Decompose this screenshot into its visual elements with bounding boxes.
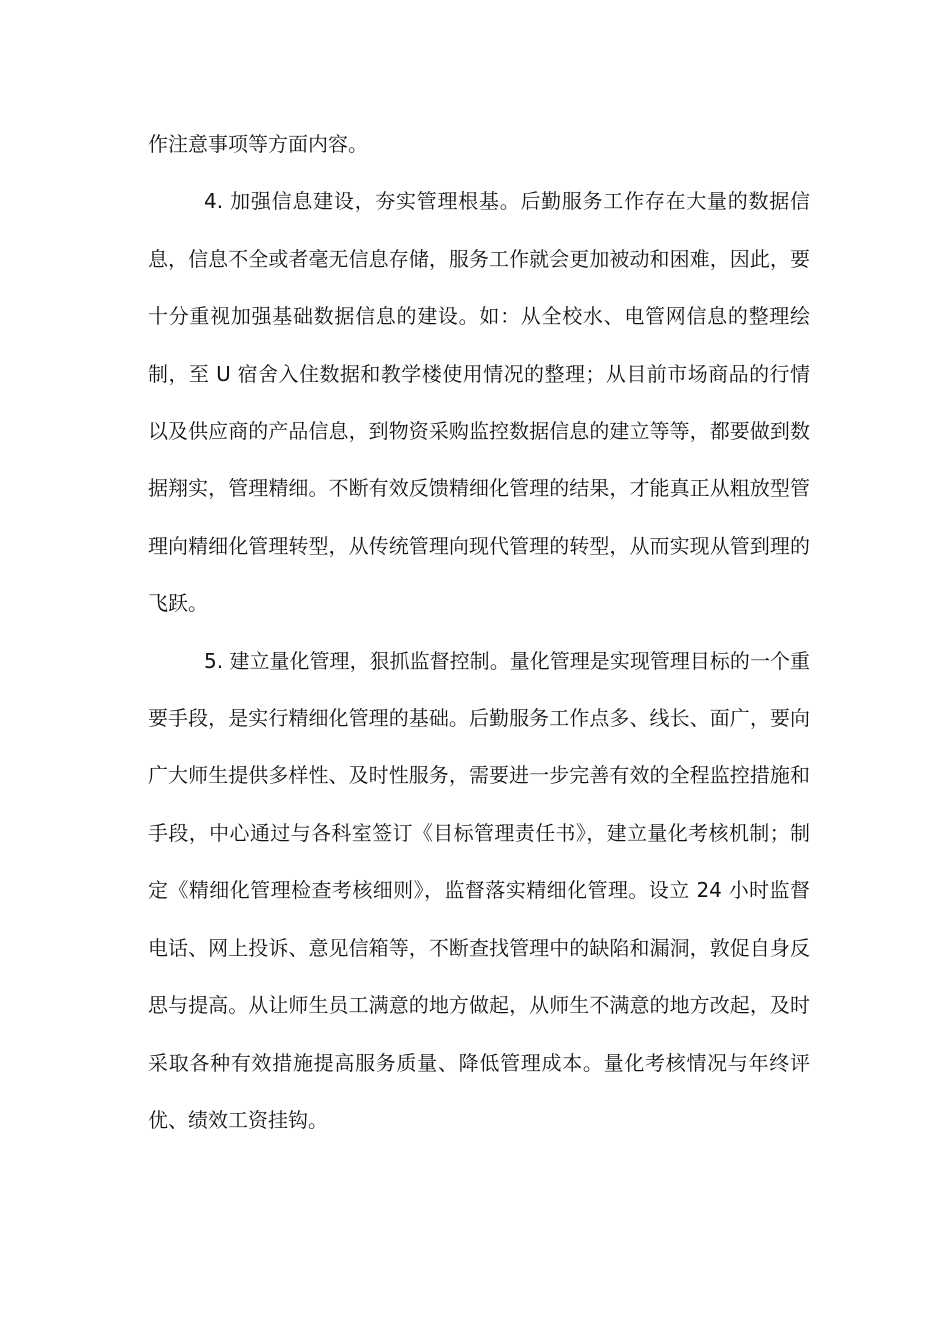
paragraph-4-information-construction: 4. 加强信息建设，夯实管理根基。后勤服务工作存在大量的数据信息，信息不全或者毫无信息存储，服务工作就会更加被动和困难，因此，要十分重视加强基础数据信息的建设。如：从全校水、电管网信息的整理绘制，至 U 宿舍入住数据和教学楼使用情况的整理；从目前市场商品的行情以及供应商的产品信息，到物资采购监控数据信息的建立等等，都要做到数据翔实，管理精细。不断有效反馈精细化管理的结果，才能真正从粗放型管理向精细化管理转型，从传统管理向现代管理的转型，从而实现从管到理的飞跃。 — [148, 189, 810, 616]
paragraph-continuation: 作注意事项等方面内容。 — [148, 132, 368, 156]
document-body — [148, 116, 810, 1149]
paragraph-5-quantified-management: 5. 建立量化管理，狠抓监督控制。量化管理是实现管理目标的一个重要手段，是实行精细化管理的基础。后勤服务工作点多、线长、面广，要向广大师生提供多样性、及时性服务，需要进一步完善有效的全程监控措施和手段，中心通过与各科室签订《目标管理责任书》，建立量化考核机制；制定《精细化管理检查考核细则》，监督落实精细化管理。设立 24 小时监督电话、网上投诉、意见信箱等，不断查找管理中的缺陷和漏洞，敦促自身反思与提高。从让师生员工满意的地方做起，从师生不满意的地方改起，及时采取各种有效措施提高服务质量、降低管理成本。量化考核情况与年终评优、绩效工资挂钩。 — [148, 648, 810, 1132]
